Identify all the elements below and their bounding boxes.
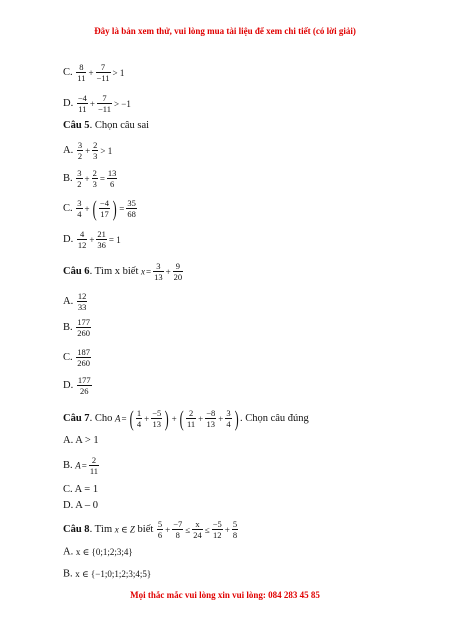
fraction: $\frac{7}{-11}$ bbox=[97, 93, 111, 114]
q6-option-c: C. $\frac{187}{260}$ bbox=[63, 347, 91, 368]
question-6: Câu 6. Tìm x biết x= $\frac{3}{13}$ + $\frac{9}{20}$ bbox=[63, 261, 183, 282]
q5-option-c: C. $\frac{3}{4}$ + ( $\frac{-4}{17}$ ) = $\frac{35}{68}$ bbox=[63, 195, 136, 221]
option-d-prev: D. $\frac{-4}{11}$ + $\frac{7}{-11}$ > −1 bbox=[63, 93, 131, 114]
option-label: D. bbox=[63, 97, 74, 109]
q6-option-a: A. $\frac{12}{33}$ bbox=[63, 291, 87, 312]
question-text: . Chọn câu sai bbox=[89, 120, 150, 131]
question-label: Câu 8 bbox=[63, 523, 90, 535]
q8-option-a: A. x ∈ {0;1;2;3;4} bbox=[63, 546, 133, 558]
q7-option-d: D. A – 0 bbox=[63, 500, 99, 511]
q8-option-b: B. x ∈ {−1;0;1;2;3;4;5} bbox=[63, 568, 152, 580]
fraction: $\frac{-4}{11}$ bbox=[77, 93, 87, 114]
question-label: Câu 5 bbox=[63, 120, 90, 131]
question-8: Câu 8. Tìm x ∈ Z biết $\frac{5}{6}$ + $\frac{-7}{8}$ ≤ $\frac{x}{24}$ ≤ $\frac{-5}{12}$ + $\frac{5}{8}$ bbox=[63, 519, 238, 540]
question-text: . Tìm x biết bbox=[89, 265, 139, 277]
q7-option-c: C. A = 1 bbox=[63, 484, 99, 495]
q6-option-d: D. $\frac{177}{26}$ bbox=[63, 375, 91, 396]
contact-footer: Mọi thắc mắc vui lòng xin vui lòng: 084 283 45 85 bbox=[130, 590, 320, 600]
option-c-prev: C. $\frac{8}{11}$ + $\frac{7}{-11}$ > 1 bbox=[63, 62, 125, 83]
q7-option-a: A. A > 1 bbox=[63, 435, 99, 446]
fraction: $\frac{7}{-11}$ bbox=[96, 62, 110, 83]
q7-option-b: B. A= $\frac{2}{11}$ bbox=[63, 455, 99, 476]
question-7: Câu 7. Cho A= ( $\frac{1}{4}$ + $\frac{-5}{13}$ ) + ( $\frac{2}{11}$ + $\frac{-8}{13}$ + $\frac{3}{4}$ ) . Chọn câu đúng bbox=[63, 405, 309, 431]
fraction: $\frac{8}{11}$ bbox=[77, 62, 86, 83]
preview-banner: Đây là bản xem thử, vui lòng mua tài liệu để xem chi tiết (có lời giải) bbox=[94, 26, 356, 36]
q5-option-d: D. $\frac{4}{12}$ + $\frac{21}{36}$ = 1 bbox=[63, 229, 121, 250]
q6-option-b: B. $\frac{177}{260}$ bbox=[63, 317, 91, 338]
question-5 bbox=[63, 120, 149, 132]
question-label: Câu 7 bbox=[63, 412, 90, 424]
q5-option-b: B. $\frac{3}{2}$ + $\frac{2}{3}$ = $\frac{13}{6}$ bbox=[63, 168, 117, 189]
option-label: C. bbox=[63, 66, 73, 78]
q5-option-a: A. $\frac{3}{2}$ + $\frac{2}{3}$ > 1 bbox=[63, 140, 113, 161]
question-label: Câu 6 bbox=[63, 265, 90, 277]
